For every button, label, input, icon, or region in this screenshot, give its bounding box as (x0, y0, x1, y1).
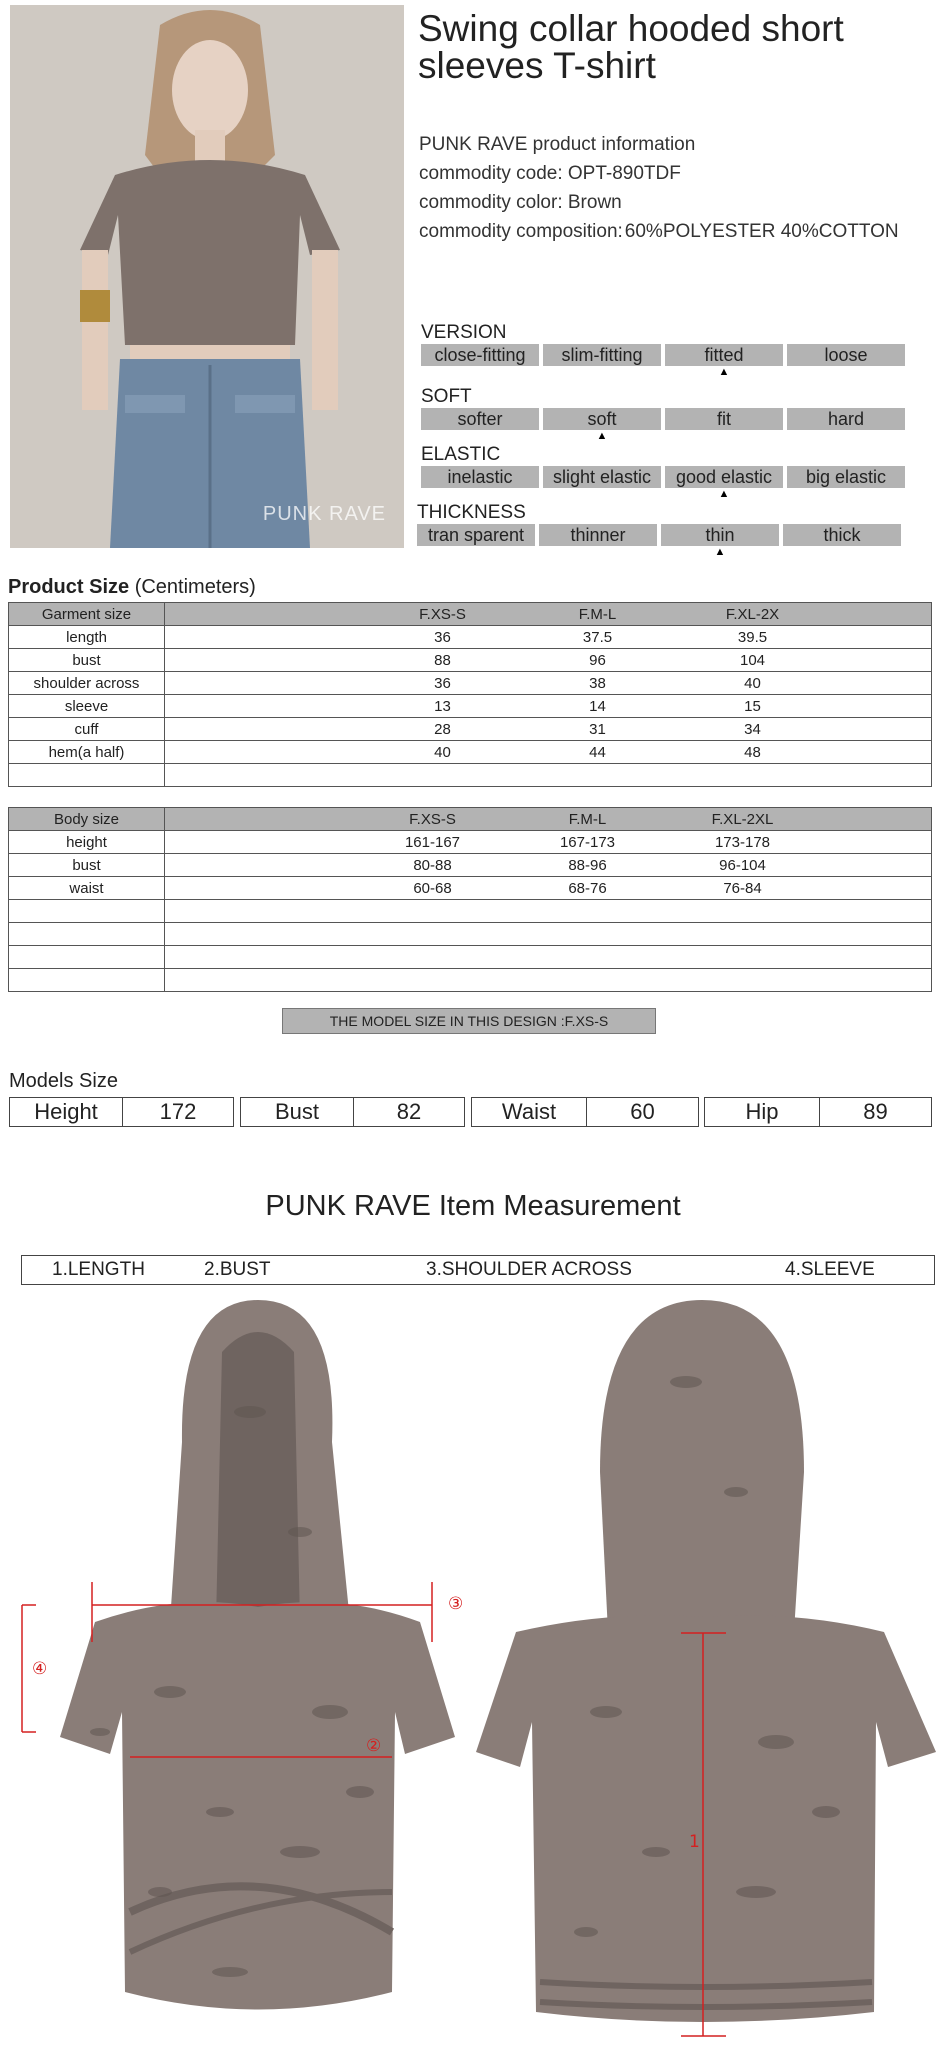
thickness-scale (417, 502, 901, 558)
model-stat-label: Bust (241, 1098, 354, 1126)
soft-option: hard (787, 408, 905, 430)
version-option: close-fitting (421, 344, 539, 366)
model-bust-box (240, 1097, 465, 1127)
soft-scale (421, 386, 905, 442)
thickness-option: thick (783, 524, 901, 546)
legend-shoulder: 3.SHOULDER ACROSS (426, 1259, 632, 1280)
table-row: bust 80-88 88-96 96-104 (9, 854, 932, 877)
commodity-code: commodity code: OPT-890TDF (419, 163, 681, 184)
watermark: PUNK RAVE (262, 503, 386, 525)
model-stat-value: 60 (630, 1099, 655, 1124)
product-size-title: Product Size (Centimeters) (8, 576, 256, 598)
marker-1: 1 (689, 1832, 700, 1852)
table-row-empty (9, 969, 932, 992)
thickness-option: thinner (539, 524, 657, 546)
product-info (419, 130, 899, 246)
selected-marker: ▲ (718, 366, 730, 378)
body-size-table (8, 807, 932, 992)
marker-3: ③ (448, 1594, 464, 1614)
model-hip-box (704, 1097, 932, 1127)
table-row: cuff 28 31 34 (9, 718, 932, 741)
model-waist-box (471, 1097, 699, 1127)
elastic-option: big elastic (787, 466, 905, 488)
table-row-empty (9, 900, 932, 923)
legend-length: 1.LENGTH (52, 1259, 145, 1280)
elastic-option: slight elastic (543, 466, 661, 488)
table-row-empty (9, 923, 932, 946)
version-option: slim-fitting (543, 344, 661, 366)
table-header: Garment size F.XS-S F.M-L F.XL-2X (9, 603, 932, 626)
measurement-title: PUNK RAVE Item Measurement (265, 1190, 681, 1222)
elastic-option: good elastic (665, 466, 783, 488)
models-size-title: Models Size (9, 1070, 118, 1092)
table-row: height 161-167 167-173 173-178 (9, 831, 932, 854)
product-size-table (8, 602, 932, 787)
info-heading: PUNK RAVE product information (419, 134, 696, 155)
version-scale (421, 322, 905, 378)
commodity-color: commodity color: Brown (419, 192, 622, 213)
elastic-scale (421, 444, 905, 500)
model-stat-value: 82 (396, 1099, 422, 1124)
table-row: bust 88 96 104 (9, 649, 932, 672)
model-stat-value: 89 (863, 1099, 888, 1124)
thickness-option: thin (661, 524, 779, 546)
model-stat-label: Waist (472, 1098, 587, 1126)
commodity-composition: commodity composition: 60%POLYESTER 40%COTTON (419, 221, 899, 242)
table-row: shoulder across 36 38 40 (9, 672, 932, 695)
soft-option: soft (543, 408, 661, 430)
soft-option: fit (665, 408, 783, 430)
table-row: length 36 37.5 39.5 (9, 626, 932, 649)
measurement-legend (21, 1255, 935, 1285)
soft-option: softer (421, 408, 539, 430)
table-row-empty (9, 764, 932, 787)
marker-4: ④ (32, 1659, 48, 1679)
model-size-note: THE MODEL SIZE IN THIS DESIGN :F.XS-S (282, 1008, 656, 1034)
model-stat-label: Hip (705, 1098, 820, 1126)
product-title: Swing collar hooded short sleeves T-shirt (418, 8, 844, 86)
thickness-label: THICKNESS (417, 502, 526, 523)
version-option: loose (787, 344, 905, 366)
table-row: waist 60-68 68-76 76-84 (9, 877, 932, 900)
marker-2: ② (366, 1736, 382, 1756)
model-stat-value: 172 (159, 1099, 197, 1124)
elastic-label: ELASTIC (421, 444, 501, 465)
soft-label: SOFT (421, 386, 472, 407)
legend-sleeve: 4.SLEEVE (785, 1259, 875, 1280)
model-stat-label: Height (10, 1098, 123, 1126)
elastic-option: inelastic (421, 466, 539, 488)
thickness-option: tran sparent (417, 524, 535, 546)
selected-marker: ▲ (714, 546, 726, 558)
table-row: hem(a half) 40 44 48 (9, 741, 932, 764)
selected-marker: ▲ (596, 430, 608, 442)
legend-bust: 2.BUST (204, 1259, 271, 1280)
garment-back-image (476, 1292, 946, 2048)
table-header: Body size F.XS-S F.M-L F.XL-2XL (9, 808, 932, 831)
selected-marker: ▲ (718, 488, 730, 500)
model-height-box (9, 1097, 234, 1127)
version-option: fitted (665, 344, 783, 366)
version-label: VERSION (421, 322, 507, 343)
table-row-empty (9, 946, 932, 969)
product-photo (10, 5, 404, 548)
table-row: sleeve 13 14 15 (9, 695, 932, 718)
garment-front-image (0, 1292, 470, 2048)
